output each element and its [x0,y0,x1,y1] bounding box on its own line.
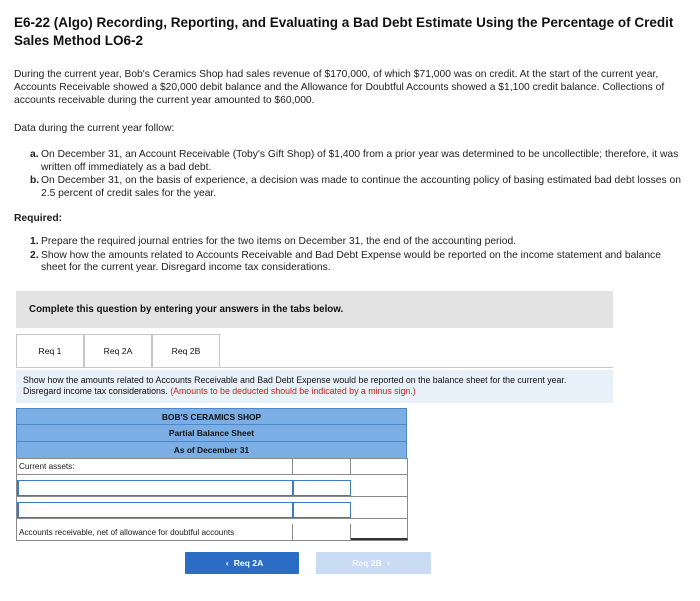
amount-input-cell[interactable] [293,480,351,496]
data-list [30,149,685,201]
required-item-text: Prepare the required journal entries for the two items on December 31, the end of the accounting period. [41,236,517,247]
tab-instruction [16,370,613,403]
data-item-text: On December 31, an Account Receivable (Toby's Gift Shop) of $1,400 from a prior year was determined to be uncollectible; therefore, it was written off immediately as a bad debt. [41,149,679,173]
tab-divider [16,367,613,368]
next-tab-label: Req 2B [352,558,382,568]
account-select[interactable] [17,480,293,496]
company-name: BOB'S CERAMICS SHOP [16,408,407,425]
chevron-left-icon: ‹ [225,558,229,568]
amount-input[interactable] [294,485,350,499]
data-item-marker: b. [30,175,40,186]
net-total-cell[interactable] [351,524,408,540]
required-item-marker: 2. [30,249,39,261]
data-item-b [30,175,685,200]
required-item-2 [30,250,685,275]
total-cell [351,502,408,518]
instruction-text: Show how the amounts related to Accounts Receivable and Bad Debt Expense would be reported on the balance sheet for the current year. Disregard income tax considerations. [23,375,567,396]
account-input[interactable] [21,503,292,517]
required-item-text: Show how the amounts related to Accounts Receivable and Bad Debt Expense would be reported on the income statement and balance sheet for the current year. Disregard income tax considerations. [41,249,661,273]
required-label: Required: [14,213,63,224]
prev-tab-label: Req 2A [233,558,264,568]
problem-title: E6-22 (Algo) Recording, Reporting, and Evaluating a Bad Debt Estimate Using the Percentage of Credit Sales Method LO6-2 [14,15,674,48]
balance-sheet-header [16,408,407,459]
required-item-marker: 1. [30,236,39,247]
net-receivable-label: Accounts receivable, net of allowance for doubtful accounts [17,524,293,540]
data-item-text: On December 31, on the basis of experience, a decision was made to continue the accounting policy of basing estimated bad debt losses on 2.5 percent of credit sales for the year. [41,175,681,199]
data-label: Data during the current year follow: [14,123,175,134]
problem-intro: During the current year, Bob's Ceramics Shop had sales revenue of $170,000, of which $71,000 was on credit. At the start of the current year, Accounts Receivable showed a $20,000 debit balance and the Allowance for Doubtful Accounts showed a $1,100 credit balance. Collections of accounts receivable during the current year amounted to $60,000. [14,69,665,106]
tab-req-2b[interactable]: Req 2B [152,334,220,368]
required-item-1 [30,236,685,249]
table-row [16,480,408,497]
table-row [16,458,408,475]
balance-sheet-grid [16,458,408,541]
chevron-right-icon: › [386,558,390,568]
amount-cell [293,524,351,540]
statement-date: As of December 31 [16,442,407,459]
instruction-note: (Amounts to be deducted should be indicated by a minus sign.) [170,386,416,396]
required-list [30,236,685,276]
tab-req-1[interactable]: Req 1 [16,334,84,367]
instructions-banner: Complete this question by entering your answers in the tabs below. [16,291,613,328]
statement-name: Partial Balance Sheet [16,425,407,442]
account-input[interactable] [21,481,292,495]
account-select[interactable] [17,502,293,518]
amount-input-cell[interactable] [293,502,351,518]
total-cell [351,480,408,496]
tab-req-2a[interactable]: Req 2A [84,334,152,367]
amount-cell [293,459,351,474]
prev-tab-button[interactable] [185,552,299,574]
amount-input[interactable] [294,507,350,521]
tab-bar [16,334,220,368]
table-row [16,524,408,541]
current-assets-label: Current assets: [17,459,293,474]
table-row [16,502,408,519]
data-item-marker: a. [30,149,39,160]
total-cell [351,459,408,474]
data-item-a [30,149,685,174]
next-tab-button [316,552,431,574]
